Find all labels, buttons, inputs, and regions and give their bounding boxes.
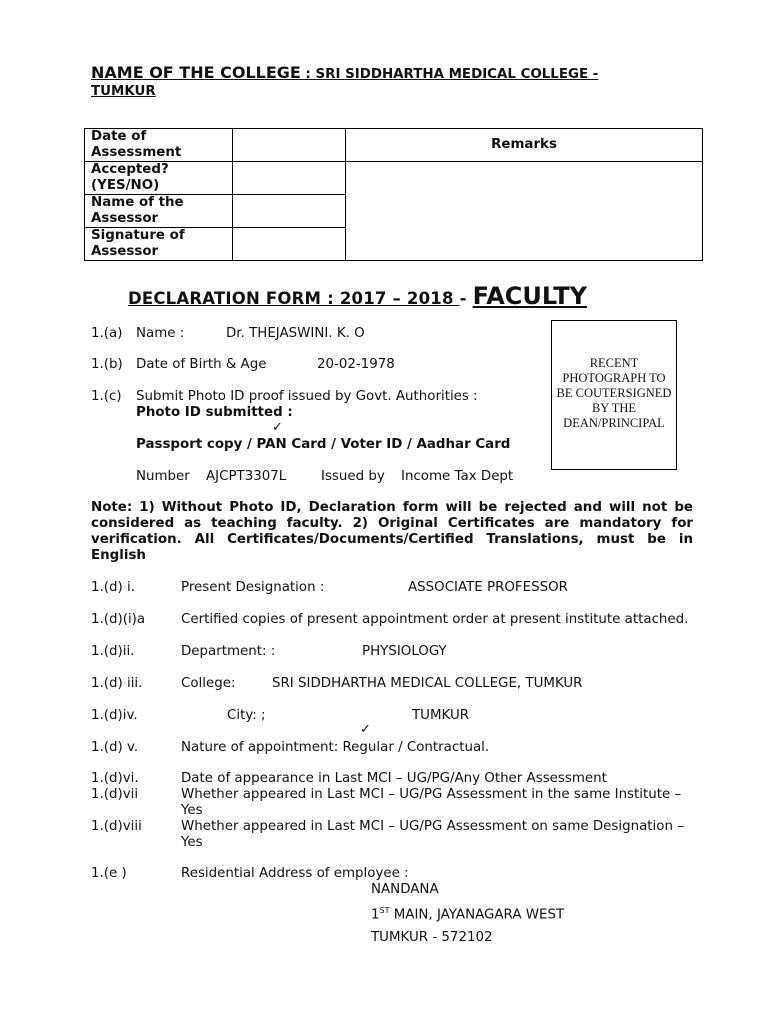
address-number: 1.(e ) bbox=[91, 866, 127, 881]
field-name-number: 1.(a) bbox=[91, 326, 123, 341]
assessor-signature-label: Signature of Assessor bbox=[85, 228, 233, 261]
appointment-nature-text: Nature of appointment: Regular / Contractual. bbox=[181, 740, 490, 755]
assessor-name-label: Name of the Assessor bbox=[85, 195, 233, 228]
remarks-header: Remarks bbox=[346, 129, 703, 162]
address-line-1: NANDANA bbox=[371, 882, 439, 897]
assessment-table bbox=[84, 128, 703, 261]
college-value-line2: TUMKUR bbox=[91, 84, 156, 99]
declaration-title bbox=[128, 282, 587, 310]
field-name-label: Name : bbox=[136, 326, 185, 341]
field-name-value: Dr. THEJASWINI. K. O bbox=[226, 326, 365, 341]
college-label: NAME OF THE COLLEGE bbox=[91, 63, 301, 82]
photoid-submitted-label: Photo ID submitted : bbox=[136, 405, 293, 420]
college-name-line bbox=[91, 63, 598, 82]
photograph-box bbox=[551, 320, 677, 470]
same-institute-answer: Yes bbox=[181, 803, 203, 818]
city-value: TUMKUR bbox=[412, 708, 470, 723]
id-number-label: Number bbox=[136, 469, 190, 484]
field-photoid-number: 1.(c) bbox=[91, 389, 122, 404]
address-line-2-text: MAIN, JAYANAGARA WEST bbox=[389, 907, 565, 923]
id-number-value: AJCPT3307L bbox=[206, 469, 287, 484]
field-photoid-label: Submit Photo ID proof issued by Govt. Authorities : bbox=[136, 389, 478, 404]
declaration-title-dash: - bbox=[459, 289, 473, 308]
accepted-label: Accepted? (YES/NO) bbox=[85, 162, 233, 195]
declaration-title-text: DECLARATION FORM : 2017 – 2018 bbox=[128, 289, 460, 308]
photo-id-note: Note: 1) Without Photo ID, Declaration form will be rejected and will not be considered as teaching faculty. 2) Original Certificates are mandatory for verification. All Certificates/Documents/Certified Translations, must be in English bbox=[91, 500, 693, 563]
address-line-3: TUMKUR - 572102 bbox=[371, 930, 493, 945]
same-institute-text: Whether appeared in Last MCI – UG/PG Assessment in the same Institute – bbox=[181, 787, 682, 802]
college-field-label: College: bbox=[181, 676, 236, 691]
assessor-signature-field bbox=[233, 228, 346, 261]
same-designation-answer: Yes bbox=[181, 835, 203, 850]
address-label: Residential Address of employee : bbox=[181, 866, 409, 881]
photoid-check-icon: ✓ bbox=[272, 420, 283, 435]
city-label: City: ; bbox=[227, 708, 266, 723]
college-field-value: SRI SIDDHARTHA MEDICAL COLLEGE, TUMKUR bbox=[272, 676, 583, 691]
remarks-field bbox=[346, 162, 703, 261]
appointment-check-icon: ✓ bbox=[360, 722, 371, 737]
address-line-2 bbox=[371, 906, 564, 922]
field-dob-label: Date of Birth & Age bbox=[136, 357, 267, 372]
address-line-2-number: 1 bbox=[371, 907, 380, 923]
last-mci-date-text: Date of appearance in Last MCI – UG/PG/Any Other Assessment bbox=[181, 771, 607, 786]
field-dob-value: 20-02-1978 bbox=[317, 357, 395, 372]
college-value: : SRI SIDDHARTHA MEDICAL COLLEGE - bbox=[300, 67, 599, 82]
assessor-name-field bbox=[233, 195, 346, 228]
same-institute-number: 1.(d)vii bbox=[91, 787, 139, 802]
department-number: 1.(d)ii. bbox=[91, 644, 135, 659]
same-designation-number: 1.(d)viii bbox=[91, 819, 142, 834]
same-designation-text: Whether appeared in Last MCI – UG/PG Assessment on same Designation – bbox=[181, 819, 684, 834]
designation-number: 1.(d) i. bbox=[91, 580, 135, 595]
appointment-order-text: Certified copies of present appointment order at present institute attached. bbox=[181, 612, 689, 627]
photoid-types: Passport copy / PAN Card / Voter ID / Aadhar Card bbox=[136, 437, 511, 452]
date-of-assessment-label: Date of Assessment bbox=[85, 129, 233, 162]
photograph-box-text: RECENT PHOTOGRAPH TO BE COUTERSIGNED BY THE DEAN/PRINCIPAL bbox=[556, 356, 672, 430]
issued-by-value: Income Tax Dept bbox=[401, 469, 514, 484]
accepted-field bbox=[233, 162, 346, 195]
college-number: 1.(d) iii. bbox=[91, 676, 143, 691]
date-of-assessment-field bbox=[233, 129, 346, 162]
designation-value: ASSOCIATE PROFESSOR bbox=[408, 580, 568, 595]
appointment-nature-number: 1.(d) v. bbox=[91, 740, 139, 755]
department-value: PHYSIOLOGY bbox=[362, 644, 447, 659]
last-mci-date-number: 1.(d)vi. bbox=[91, 771, 139, 786]
city-number: 1.(d)iv. bbox=[91, 708, 138, 723]
appointment-order-number: 1.(d)(i)a bbox=[91, 612, 146, 627]
issued-by-label: Issued by bbox=[321, 469, 385, 484]
designation-label: Present Designation : bbox=[181, 580, 325, 595]
declaration-title-faculty: FACULTY bbox=[472, 282, 587, 310]
department-label: Department: : bbox=[181, 644, 276, 659]
field-dob-number: 1.(b) bbox=[91, 357, 123, 372]
address-line-2-suffix: ST bbox=[379, 906, 390, 915]
